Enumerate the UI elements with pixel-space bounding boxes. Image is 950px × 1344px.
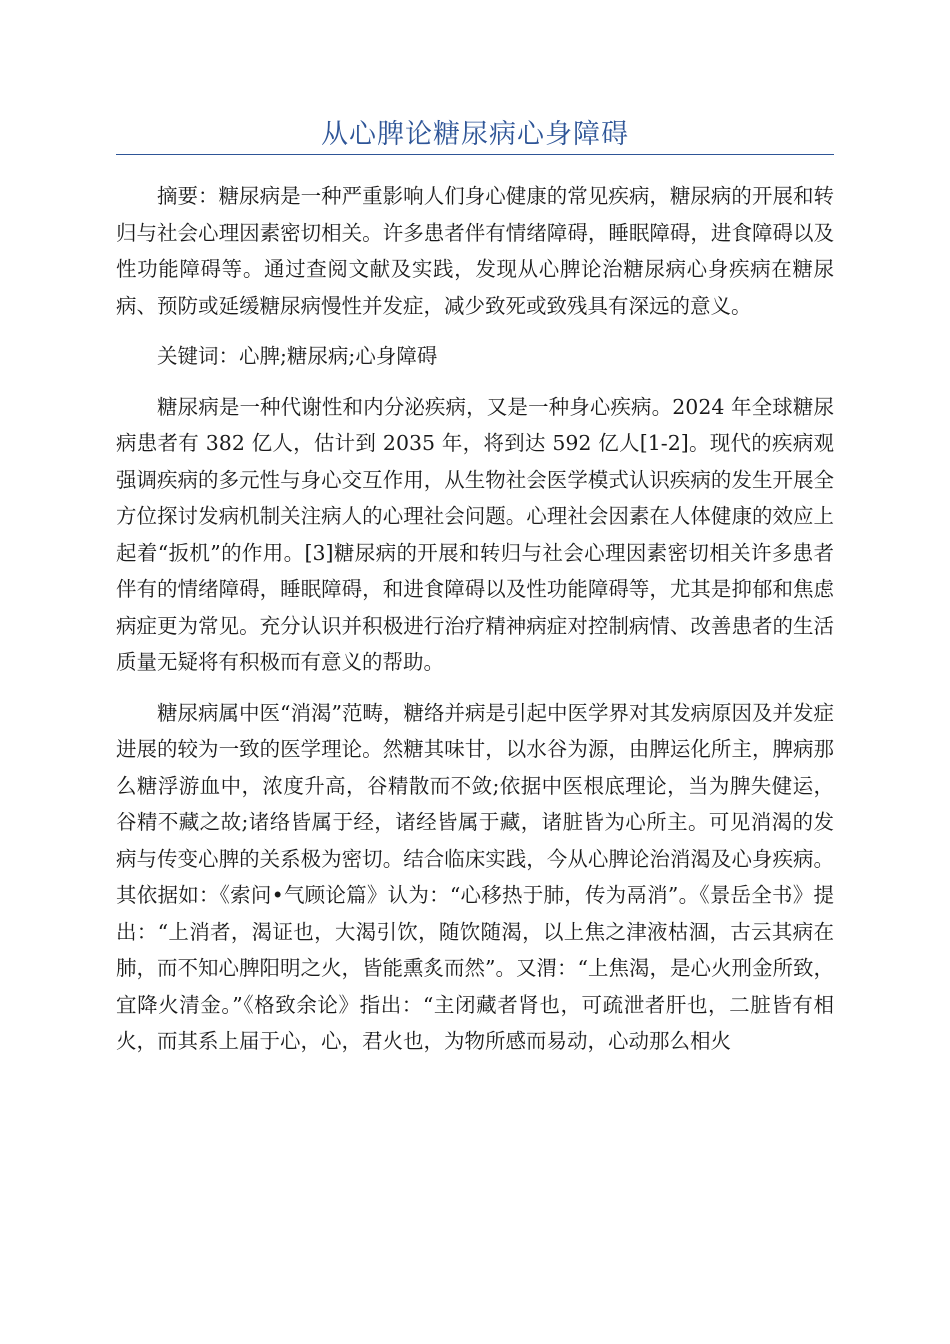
title-underline [116,154,834,155]
keywords-paragraph: 关键词：心脾;糖尿病;心身障碍 [157,344,438,368]
document-body [116,178,834,1060]
document-title: 从心脾论糖尿病心身障碍 [321,119,629,150]
body-paragraph: 糖尿病属中医“消渴”范畴，糖络并病是引起中医学界对其发病原因及并发症进展的较为一致的医学理论。然糖其味甘，以水谷为源，由脾运化所主，脾病那么糖浮游血中，浓度升高，谷精散而不敛;依据中医根底理论，当为脾失健运，谷精不藏之故;诸络皆属于经，诸经皆属于藏，诸脏皆为心所主。可见消渴的发病与传变心脾的关系极为密切。结合临床实践，今从心脾论治消渴及心身疾病。其依据如：《索问•气顾论篇》认为：“心移热于肺，传为鬲消”。《景岳全书》提出：“上消者，渴证也，大渴引饮，随饮随渴，以上焦之津液枯涸，古云其病在肺，而不知心脾阳明之火，皆能熏炙而然”。又渭：“上焦渴，是心火刑金所致，宜降火清金。”《格致余论》指出：“主闭藏者肾也，可疏泄者肝也，二脏皆有相火，而其系上届于心，心，君火也，为物所感而易动，心动那么相火 [116,700,834,1053]
abstract-paragraph: 摘要：糖尿病是一种严重影响人们身心健康的常见疾病，糖尿病的开展和转归与社会心理因素密切相关。许多患者伴有情绪障碍，睡眠障碍，进食障碍以及性功能障碍等。通过查阅文献及实践，发现从心脾论治糖尿病心身疾病在糖尿病、预防或延缓糖尿病慢性并发症，减少致死或致残具有深远的意义。 [116,184,834,318]
body-paragraph: 糖尿病是一种代谢性和内分泌疾病，又是一种身心疾病。2024 年全球糖尿病患者有 382 亿人，估计到 2035 年，将到达 592 亿人[1-2]。现代的疾病观强调疾病的多元性与身心交互作用，从生物社会医学模式认识疾病的发生开展全方位探讨发病机制关注病人的心理社会问题。心理社会因素在人体健康的效应上起着“扳机”的作用。[3]糖尿病的开展和转归与社会心理因素密切相关许多患者伴有的情绪障碍，睡眠障碍，和进食障碍以及性功能障碍等，尤其是抑郁和焦虑病症更为常见。充分认识并积极进行治疗精神病症对控制病情、改善患者的生活质量无疑将有积极而有意义的帮助。 [116,394,834,674]
